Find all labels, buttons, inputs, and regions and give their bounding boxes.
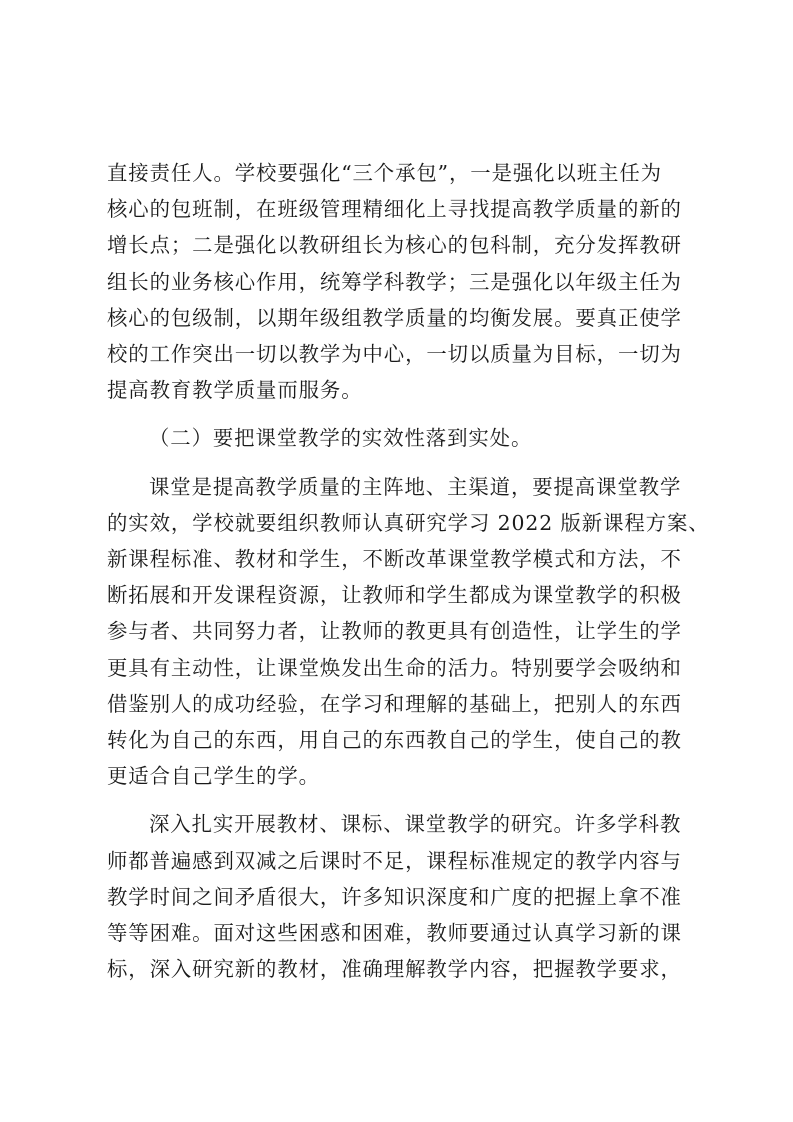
text-line: 核心的包级制，以期年级组教学质量的均衡发展。要真正使学: [107, 305, 682, 330]
text-line: 增长点；二是强化以教研组长为核心的包科制，充分发挥教研: [107, 233, 682, 258]
paragraph-classroom: [107, 469, 710, 795]
text-line: 标，深入研究新的教材，准确理解教学内容，把握教学要求，: [107, 957, 682, 982]
text-line: 断拓展和开发课程资源，让教师和学生都成为课堂教学的积极: [107, 583, 682, 608]
text-line: 更适合自己学生的学。: [107, 764, 320, 789]
text-line: 课堂是提高教学质量的主阵地、主渠道，要提高课堂教学: [149, 474, 682, 499]
text-line: 等等困难。面对这些困惑和困难，教师要通过认真学习新的课: [107, 921, 682, 946]
text-line: 师都普遍感到双减之后课时不足，课程标准规定的教学内容与: [107, 848, 682, 873]
text-line: 新课程标准、教材和学生，不断改革课堂教学模式和方法，不: [107, 547, 682, 572]
body-text: [107, 155, 710, 987]
text-line: 转化为自己的东西，用自己的东西教自己的学生，使自己的教: [107, 728, 682, 753]
text-line: 教学时间之间矛盾很大，许多知识深度和广度的把握上拿不准: [107, 884, 682, 909]
paragraph-responsibility: [107, 155, 687, 408]
text-line: 更具有主动性，让课堂焕发出生命的活力。特别要学会吸纳和: [107, 655, 682, 680]
text-line: 借鉴别人的成功经验，在学习和理解的基础上，把别人的东西: [107, 691, 682, 716]
text-line: 深入扎实开展教材、课标、课堂教学的研究。许多学科教: [149, 812, 682, 837]
paragraph-research: [107, 806, 687, 987]
text-line: 校的工作突出一切以教学为中心，一切以质量为目标，一切为: [107, 342, 682, 367]
text-line: 直接责任人。学校要强化“三个承包”，一是强化以班主任为: [107, 161, 662, 185]
text-line: 组长的业务核心作用，统筹学科教学；三是强化以年级主任为: [107, 269, 682, 294]
text-line: 的实效，学校就要组织教师认真研究学习 2022 版新课程方案、: [107, 510, 710, 535]
section-heading-2: [107, 420, 687, 456]
section-heading-text: （二）要把课堂教学的实效性落到实处。: [149, 426, 533, 451]
text-line: 参与者、共同努力者，让教师的教更具有创造性，让学生的学: [107, 619, 682, 644]
text-line: 核心的包班制，在班级管理精细化上寻找提高教学质量的新的: [107, 197, 682, 222]
text-line: 提高教育教学质量而服务。: [107, 378, 363, 403]
